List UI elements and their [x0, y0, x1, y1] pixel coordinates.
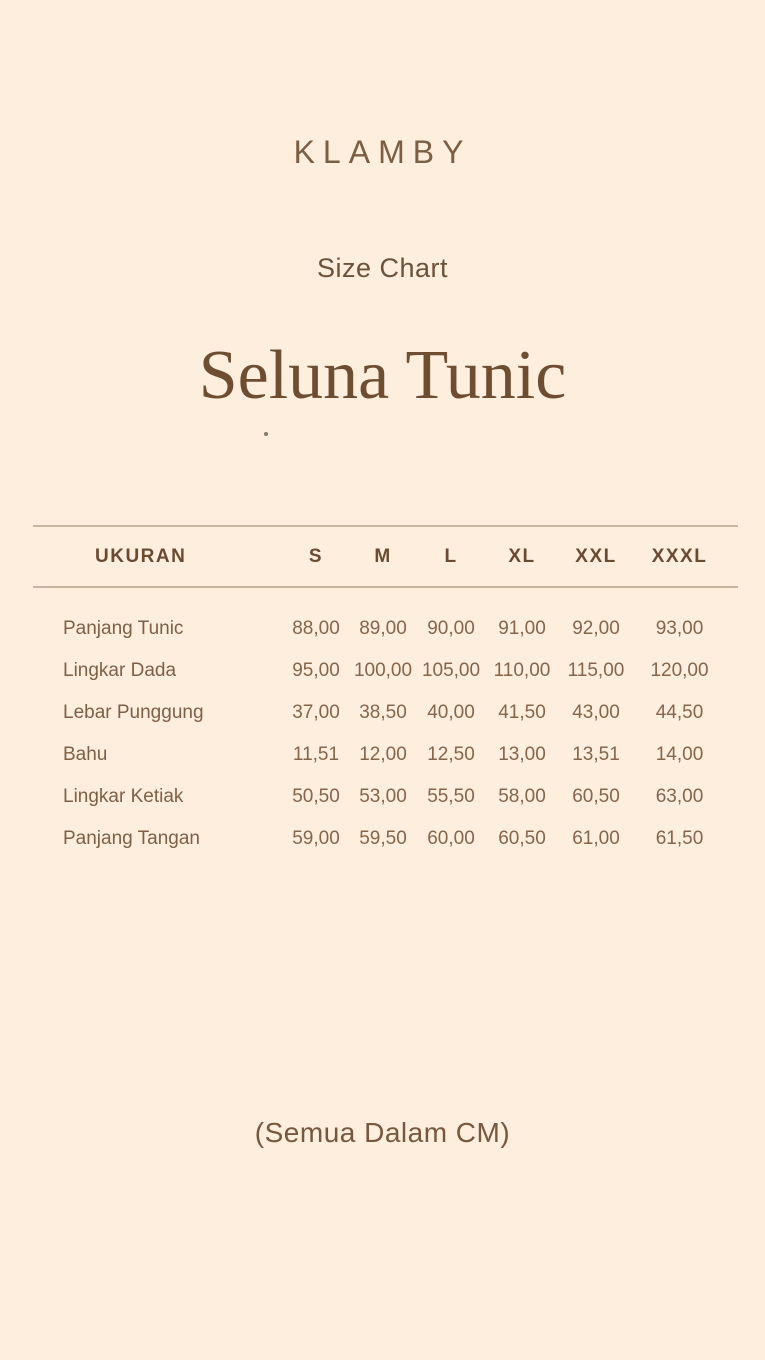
decorative-dot	[264, 432, 268, 436]
cell-value: 58,00	[498, 786, 546, 807]
cell-value: 12,00	[359, 744, 407, 765]
product-title: Seluna Tunic	[198, 337, 567, 414]
row-label: Bahu	[63, 744, 108, 765]
cell-value: 60,00	[427, 828, 475, 849]
brand-logo: KLAMBY	[293, 134, 472, 170]
cell-value: 63,00	[655, 786, 704, 807]
column-header-size-m: M	[349, 526, 417, 587]
cell-value: 110,00	[493, 660, 551, 681]
cell-value: 115,00	[567, 660, 625, 681]
table-row-panjang-tangan	[33, 818, 738, 860]
cell-value: 11,51	[292, 744, 340, 765]
cell-value: 93,00	[655, 618, 704, 639]
cell-value: 59,50	[359, 828, 407, 849]
row-label: Lingkar Dada	[63, 660, 177, 681]
table-row-lingkar-dada	[33, 650, 738, 692]
cell-value: 13,51	[572, 744, 620, 765]
cell-value: 38,50	[359, 702, 407, 723]
cell-value: 60,50	[498, 828, 546, 849]
cell-value: 14,00	[655, 744, 704, 765]
cell-value: 12,50	[427, 744, 475, 765]
cell-value: 13,00	[498, 744, 546, 765]
cell-value: 37,00	[292, 702, 340, 723]
row-label: Lebar Punggung	[63, 702, 204, 723]
cell-value: 120,00	[650, 660, 709, 681]
row-label: Panjang Tunic	[63, 618, 184, 639]
table-header-row	[33, 526, 738, 587]
table-row-bahu	[33, 734, 738, 776]
cell-value: 50,50	[292, 786, 340, 807]
cell-value: 91,00	[498, 618, 546, 639]
size-chart-label: Size Chart	[316, 253, 449, 283]
column-header-size-xl: XL	[485, 526, 559, 587]
table-row-panjang-tunic	[33, 587, 738, 650]
column-header-size-xxl: XXL	[559, 526, 633, 587]
cell-value: 90,00	[427, 618, 475, 639]
table-row-lingkar-ketiak	[33, 776, 738, 818]
cell-value: 92,00	[572, 618, 620, 639]
cell-value: 60,50	[572, 786, 620, 807]
size-chart-table	[33, 525, 738, 860]
row-label: Lingkar Ketiak	[63, 786, 184, 807]
cell-value: 53,00	[359, 786, 407, 807]
cell-value: 44,50	[655, 702, 704, 723]
cell-value: 61,50	[655, 828, 704, 849]
cell-value: 55,50	[427, 786, 475, 807]
cell-value: 40,00	[427, 702, 475, 723]
cell-value: 89,00	[359, 618, 407, 639]
cell-value: 100,00	[353, 660, 413, 681]
cell-value: 88,00	[292, 618, 340, 639]
column-header-size-s: S	[283, 526, 349, 587]
row-label: Panjang Tangan	[63, 828, 200, 849]
cell-value: 61,00	[572, 828, 620, 849]
table-row-lebar-punggung	[33, 692, 738, 734]
column-header-ukuran: UKURAN	[33, 526, 283, 587]
cell-value: 105,00	[421, 660, 481, 681]
cell-value: 43,00	[572, 702, 620, 723]
cell-value: 41,50	[498, 702, 546, 723]
column-header-size-l: L	[417, 526, 485, 587]
column-header-size-xxxl: XXXL	[633, 526, 738, 587]
cell-value: 95,00	[292, 660, 340, 681]
unit-note: (Semua Dalam CM)	[254, 1117, 511, 1148]
cell-value: 59,00	[292, 828, 340, 849]
